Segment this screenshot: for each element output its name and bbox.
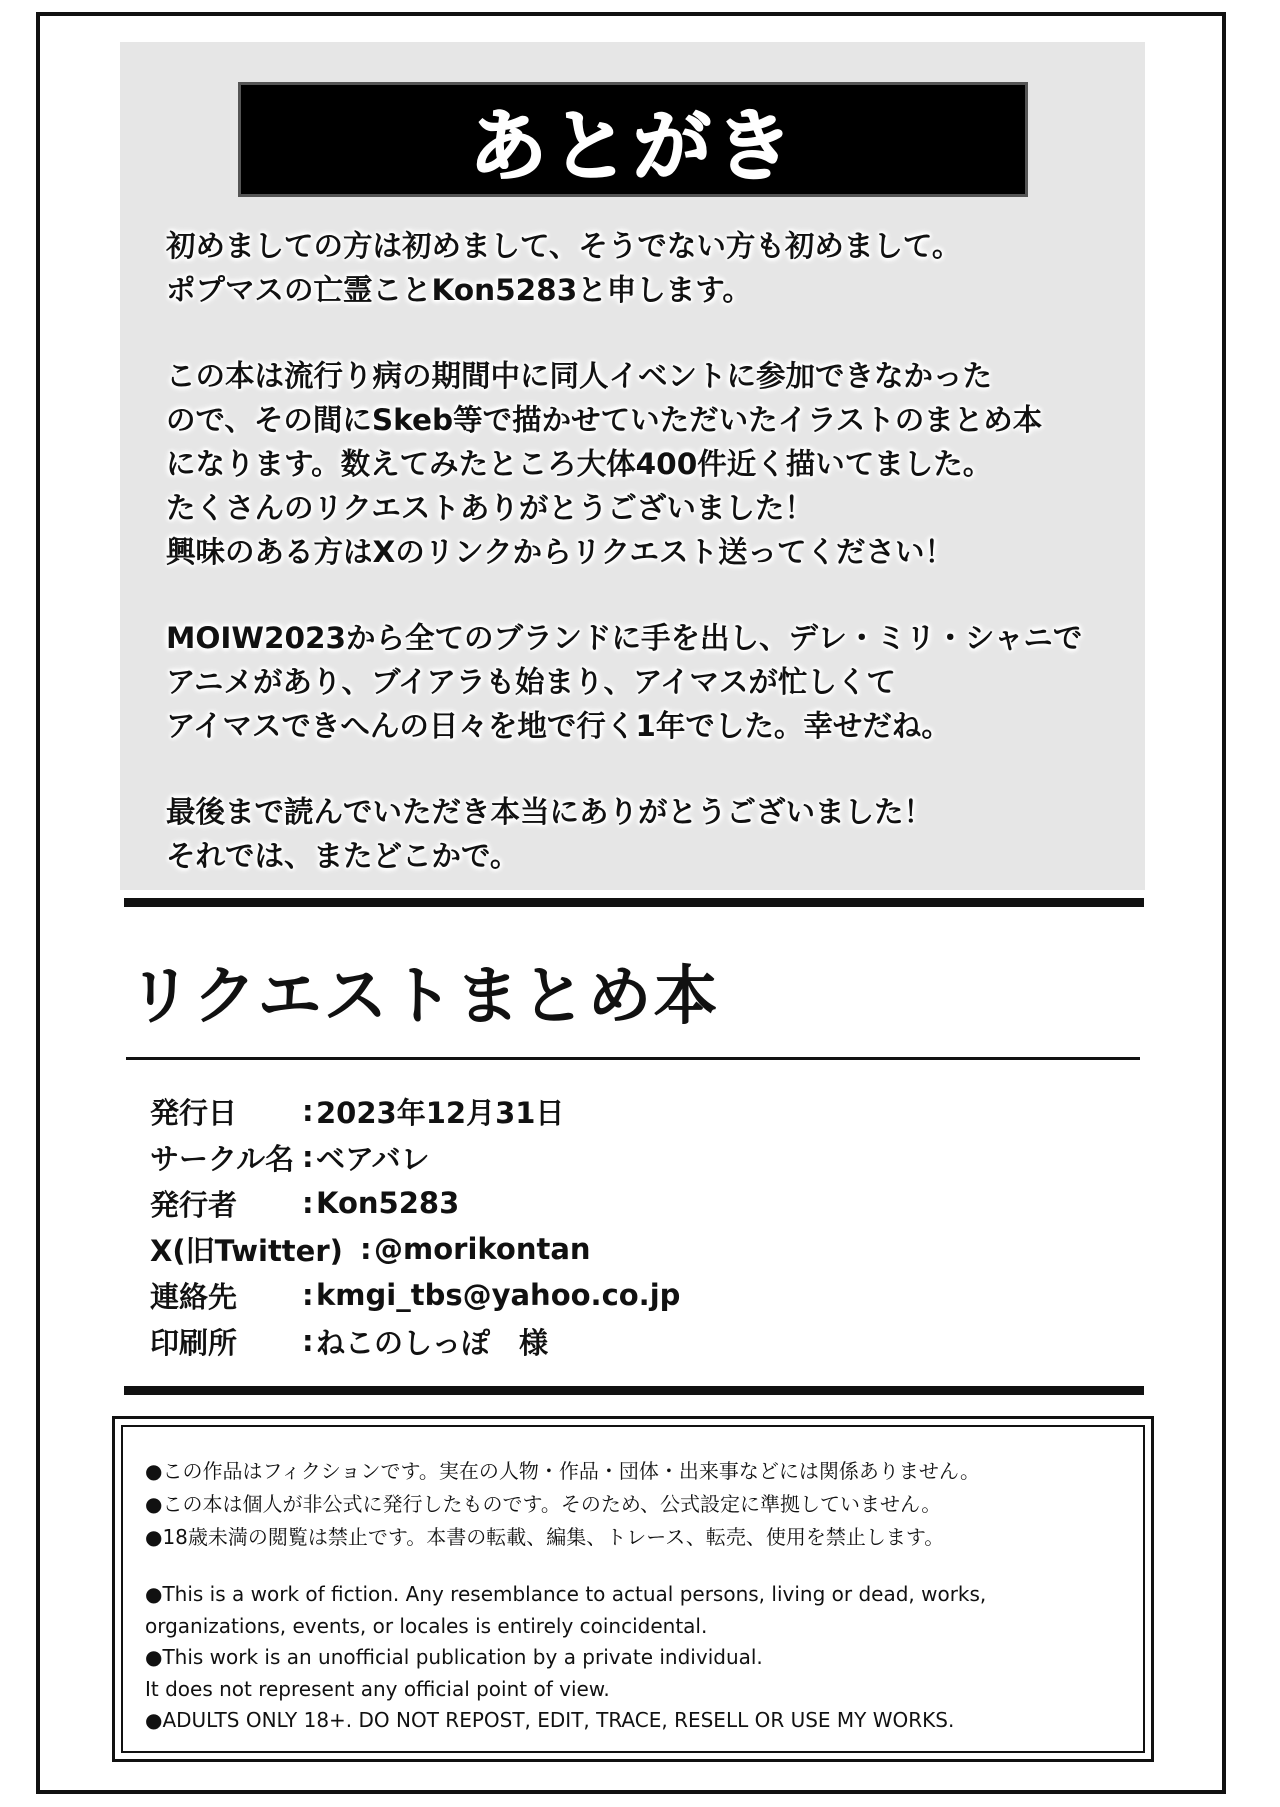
disclaimer-line: ●This work is an unofficial publication by a private individual. [145,1645,763,1669]
disclaimer-english [145,1579,986,1737]
colophon-row-contact [150,1272,850,1318]
disclaimer-line: ●This is a work of fiction. Any resemblance to actual persons, living or dead, works, [145,1582,987,1606]
disclaimer-inner-border [121,1425,1145,1753]
colophon-label: 発行者 [150,1187,238,1222]
colophon-label: 印刷所 [150,1325,238,1360]
afterword-line: アニメがあり、ブイアラも始まり、アイマスが忙しくて [166,665,896,699]
afterword-body [166,224,1126,920]
afterword-line: になります。数えてみたところ大体400件近く描いてました。 [166,447,993,481]
section-divider-thick [124,898,1144,907]
afterword-panel [120,42,1145,890]
colophon-label: 連絡先 [150,1279,238,1314]
disclaimer-line: ●ADULTS ONLY 18+. DO NOT REPOST, EDIT, TRACE, RESELL OR USE MY WORKS. [145,1708,955,1732]
colophon-row-circle [150,1134,850,1180]
book-title: リクエストまとめ本 [128,960,720,1034]
disclaimer-line: ●18歳未満の閲覧は禁止です。本書の転載、編集、トレース、転売、使用を禁止します。 [145,1525,945,1549]
colophon-value: ベアバレ [316,1141,430,1176]
section-divider-thin [126,1057,1140,1060]
afterword-heading: あとがき [468,101,797,192]
afterword-line: MOIW2023から全てのブランドに手を出し、デレ・ミリ・シャニで [166,621,1083,655]
disclaimer-line: organizations, events, or locales is entirely coincidental. [145,1613,708,1638]
afterword-line: それでは、またどこかで。 [166,839,520,873]
afterword-heading-bar [238,82,1028,197]
colophon-value: @morikontan [374,1232,591,1266]
afterword-line: この本は流行り病の期間中に同人イベントに参加できなかった [166,359,993,393]
colophon-colon: : [302,1140,314,1174]
afterword-line: アイマスできへんの日々を地で行く1年でした。幸せだね。 [166,709,951,743]
colophon-colon: : [302,1278,314,1312]
afterword-paragraph [166,616,1126,748]
colophon-colon: : [360,1232,372,1266]
colophon-row-x-account [150,1226,850,1272]
afterword-line: ので、その間にSkeb等で描かせていただいたイラストのまとめ本 [166,403,1043,437]
colophon-label: 発行日 [150,1095,238,1130]
colophon-value: 2023年12月31日 [316,1095,565,1130]
colophon-colon: : [302,1186,314,1220]
colophon-colon: : [302,1094,314,1128]
disclaimer-japanese [145,1455,980,1554]
afterword-paragraph [166,790,1126,878]
afterword-line: たくさんのリクエストありがとうございました！ [166,491,814,525]
colophon [150,1088,850,1364]
colophon-label: サークル名 [150,1141,295,1176]
disclaimer-line: ●この作品はフィクションです。実在の人物・作品・団体・出来事などには関係ありません。 [145,1459,981,1483]
colophon-value: kmgi_tbs@yahoo.co.jp [316,1278,681,1312]
disclaimer-line: ●この本は個人が非公式に発行したものです。そのため、公式設定に準拠していません。 [145,1492,942,1516]
afterword-paragraph [166,354,1126,574]
section-divider-thick [124,1386,1144,1395]
colophon-row-publisher [150,1180,850,1226]
disclaimer-line: It does not represent any official point of view. [145,1676,610,1701]
afterword-line: ポプマスの亡霊ことKon5283と申します。 [166,273,752,307]
colophon-colon: : [302,1324,314,1358]
colophon-row-printer [150,1318,850,1364]
disclaimer-box [112,1416,1154,1762]
afterword-line: 初めましての方は初めまして、そうでない方も初めまして。 [166,229,962,263]
afterword-paragraph [166,224,1126,312]
colophon-value: Kon5283 [316,1186,460,1220]
afterword-line: 最後まで読んでいただき本当にありがとうございました！ [166,795,934,829]
colophon-label: X(旧Twitter) [150,1233,343,1268]
afterword-line: 興味のある方はXのリンクからリクエスト送ってください！ [166,535,954,569]
colophon-row-issue-date [150,1088,850,1134]
colophon-value: ねこのしっぽ 様 [316,1325,549,1360]
